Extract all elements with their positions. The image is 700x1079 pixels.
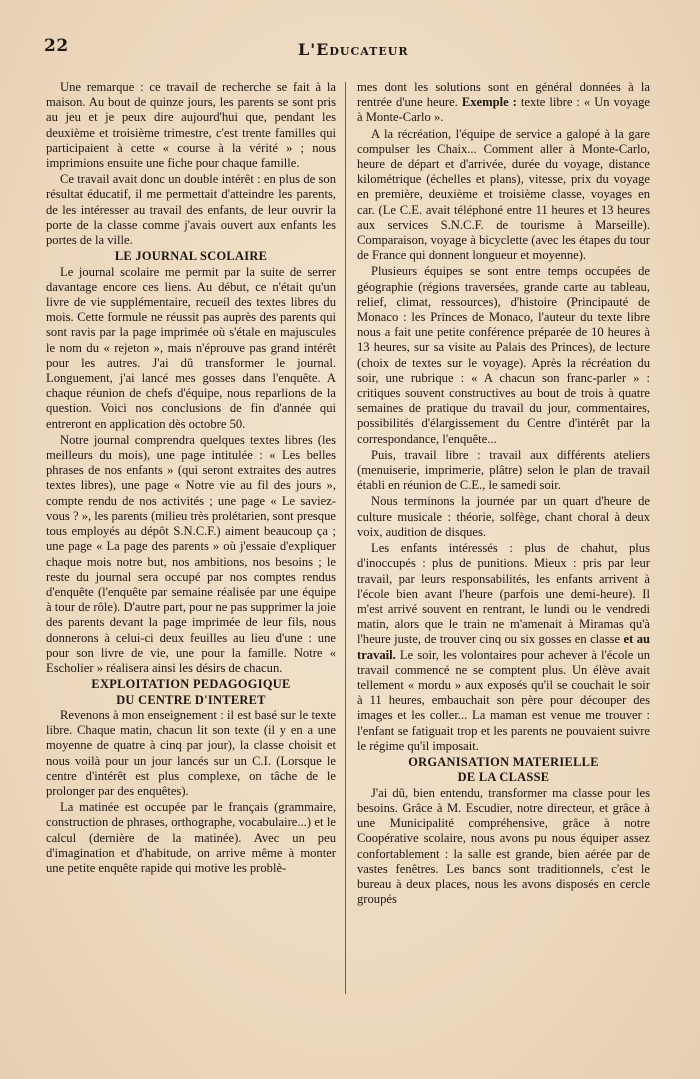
paragraph: A la récréation, l'équipe de service a galopé à la gare compulser les Chaix... Comment aller à Monte-Carlo, heure de départ et d'arrivée, durée du voyage, distance kilométrique (échelles et plans), vitesse, prix du voyage en première, deuxième et troisième classe, voyages en car. (Le C.E. avait téléphoné entre 11 heures et 13 heures aux services S.N.C.F. de tourisme à Marseille). Comparaison, voyage à bicyclette (avec les étapes du tour de France qui donnent longueur et moyenne). — [357, 126, 650, 263]
paragraph — [357, 80, 650, 126]
paragraph: Revenons à mon enseignement : il est basé sur le texte libre. Chaque matin, chacun lit son texte (il y en a une moyenne de quatre à cinq par jour), la classe choisit et nous voilà pour un jour lancés sur un C.I. (Lorsque le centre d'intérêt est plus complexe, on tâche de le prolonger par des enquêtes). — [46, 707, 336, 798]
journal-title: L'Educateur — [298, 40, 409, 59]
text-run: texte libre : « Un voyage à Monte-Carlo ». — [357, 95, 650, 125]
left-column — [46, 80, 336, 1060]
paragraph — [357, 541, 650, 754]
section-heading: ORGANISATION MATERIELLE — [408, 754, 599, 769]
section-heading: DE LA CLASSE — [457, 770, 550, 785]
paragraph: La matinée est occupée par le français (grammaire, construction de phrases, orthographe, vocabulaire...) et le calcul (dernière de la matinée). Avec un peu d'imagination et d'habitude, on arrive même à monter une petite enquête rapide qui motive les problè- — [46, 800, 336, 875]
paragraph: Le journal scolaire me permit par la suite de serrer davantage encore ces liens. Au début, ce n'était qu'un livre de vie supplémentaire, recueil des textes libres du mois. Cette formule ne réussit pas auprès des parents qui sont ravis par la page imprimée où s'étale en majuscules le nom du « rejeton », mais n'éprouve pas grand intérêt pour les autres. J'ai dû transformer le journal. Longuement, j'ai lancé mes gosses dans l'enquête. A chaque réunion de chefs d'équipe, nous reparlions de la question. Voici nos conclusions de fin d'année qui entreront en application dès octobre 50. — [46, 264, 336, 431]
section-heading: LE JOURNAL SCOLAIRE — [114, 249, 268, 264]
paragraph: J'ai dû, bien entendu, transformer ma classe pour les besoins. Grâce à M. Escudier, notre directeur, et grâce à une Municipalité compréhensive, grâce à notre Coopérative scolaire, nous avons pu nous équiper assez confortablement : la salle est grande, bien aérée par de vastes fenêtres. Les bancs sont traditionnels, c'est le bureau à deux places, nous les avons disposés en cercle groupés — [357, 785, 650, 907]
text-run: Le soir, les volontaires pour achever à l'école un travail commencé ne se comptent plus. Un élève avait tellement « mordu » aux exposés qu'il se couchait le soir à 11 heures, embauchait son père pour découper des images et les coller... La maman est venue me trouver : l'enfant se fatiguait trop et les parents ne pouvaient suivre le régime qu'il imposait. — [357, 647, 650, 753]
paragraph: Une remarque : ce travail de recherche se fait à la maison. Au bout de quinze jours, les parents se sont pris au jeu et je peux dire aujourd'hui que, pendant les deuxième et troisième trimestre, c'est trente familles qui participaient à cette « course à la vérité » ; nous imprimions ensuite une fiche pour chaque famille. — [46, 80, 336, 171]
text-run: mes dont les solutions sont en général données à la rentrée d'une heure. — [357, 80, 650, 110]
section-heading: DU CENTRE D'INTERET — [116, 692, 266, 707]
text-run: Les enfants intéressés : plus de chahut, plus d'inoccupés : plus de punitions. Mieux : pris par leur travail, par leurs responsabilités, les enfants arrivent à l'école bien avant l'heure (parfois une demi-heure). Il m'est arrivé souvent en rentrant, le lundi ou le vendredi matin, alors que le train ne m'amenait à Miramas qu'à l'heure juste, de trouver cinq ou six gosses en classe — [357, 541, 650, 647]
bold-text: et au travail. — [357, 632, 650, 662]
section-heading: EXPLOITATION PEDAGOGIQUE — [91, 677, 291, 692]
column-divider — [345, 82, 346, 994]
paragraph: Notre journal comprendra quelques textes libres (les meilleurs du mois), une page intitulée : « Les belles phrases de nos enfants » (qui seront extraites des autres textes libres), une page « Notre vie au fil des jours », compte rendu de nos activités ; une page « Le saviez-vous ? », les parents (milieu très prolétarien, sont presque tous employés au dépôt S.N.C.F.) aiment beaucoup ça ; une page « La page des parents » où j'essaie d'expliquer chaque mois notre but, nos ambitions, nos besoins ; le reste du journal sera occupé par nos comptes rendus d'enquête (l'enquête par semaine réalisée par une équipe à tour de rôle). D'autre part, pour ne pas supprimer la joie des parents devant la page imprimée de leur fils, nous donnerons à celui-ci deux feuilles au lieu d'une : une pour son livre de vie, une pour la famille. Notre « Escholier » réalisera ainsi les désirs de chacun. — [46, 432, 336, 675]
paragraph: Puis, travail libre : travail aux différents ateliers (menuiserie, imprimerie, plâtre) selon le plan de travail établi en réunion de C.E., le samedi soir. — [357, 447, 650, 493]
right-column — [357, 80, 650, 1060]
bold-text: Exemple : — [461, 95, 517, 110]
paragraph: Ce travail avait donc un double intérêt : en plus de son résultat éducatif, il me permettait d'atteindre les parents, de les intéresser au travail des enfants, de leur ouvrir la porte de la classe comme j'avais ouvert aux enfants les portes de la ville. — [46, 172, 336, 248]
page-number: 22 — [44, 36, 69, 56]
paragraph: Plusieurs équipes se sont entre temps occupées de géographie (régions traversées, grande carte au tableau, relief, climat, ressources), d'histoire (Principauté de Monaco : les Princes de Monaco, l'auteur du texte libre nous a fait une petite conférence préparée de 10 heures à 13 heures, sur sa visite au Palais des Princes), de lecture (choix de textes sur le voyage). Après la récréation du soir, une rubrique : « A chacun son franc-parler » : critiques souvent constructives au bout de trois à quatre semaines de pratique du travail du jour, commentaires, possibilités d'élargissement du Centre d'intérêt par la correspondance, l'enquête... — [357, 264, 650, 446]
paragraph: Nous terminons la journée par un quart d'heure de culture musicale : théorie, solfège, chant choral à deux voix, audition de disques. — [357, 494, 650, 539]
